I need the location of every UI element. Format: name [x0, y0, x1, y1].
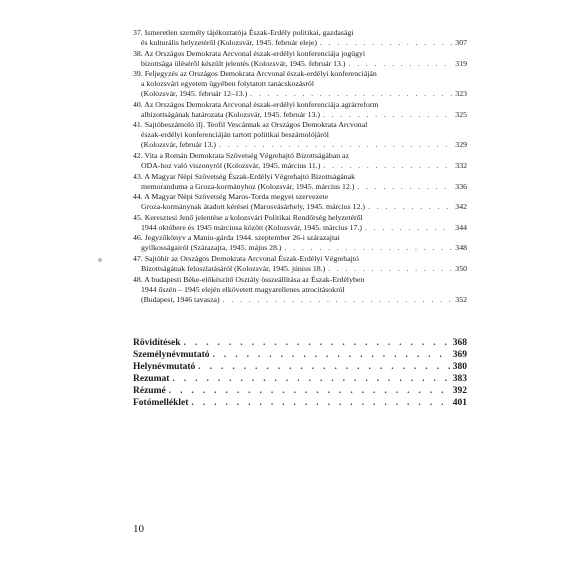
- dot-leader: [323, 110, 452, 120]
- toc-entry-text: 45. Keresztesi Jenő jelentése a kolozsvári Politikai Rendőrség helyzetéről: [133, 212, 363, 222]
- dot-leader: [198, 361, 449, 373]
- toc-entry-text: 43. A Magyar Népi Szövetség Észak-Erdélyi Végrehajtó Bizottságának: [133, 171, 356, 181]
- toc-entry-line: [133, 285, 467, 295]
- section-entry: [133, 361, 467, 373]
- toc-entry-text: bizottsága üléséről készült jelentés (Kolozsvár, 1945. február 13.): [141, 58, 346, 68]
- toc-entry-text: és kulturális helyzetéről (Kolozsvár, 1945. február eleje): [141, 38, 317, 47]
- toc-entry-text: 47. Sajtóhír az Országos Demokrata Arcvonal Észak-Erdélyi Végrehajtó: [133, 253, 359, 263]
- page-number: 10: [133, 523, 144, 535]
- dot-leader: [172, 373, 449, 385]
- toc-entry: [133, 254, 467, 274]
- toc-entry: [133, 172, 467, 192]
- dot-leader: [213, 349, 450, 361]
- toc-page-number: 350: [455, 263, 467, 273]
- dot-leader: [191, 397, 449, 409]
- toc-entry-line: [133, 120, 467, 130]
- dot-leader: [285, 243, 453, 253]
- section-entry: [133, 385, 467, 397]
- back-matter-list: [133, 337, 467, 410]
- toc-entry-line: [133, 254, 467, 264]
- section-entry: [133, 373, 467, 385]
- toc-entry-line: [133, 69, 467, 79]
- toc-entry: [133, 275, 467, 305]
- toc-entry: [133, 233, 467, 253]
- toc-page-number: 319: [455, 58, 467, 68]
- toc-entry-text: ODA-hoz való viszonyról (Kolozsvár, 1945. március 11.): [141, 160, 321, 170]
- section-page-number: 401: [452, 398, 467, 409]
- section-page-number: 392: [452, 386, 467, 397]
- toc-entry-line: [133, 49, 467, 59]
- section-label: Személynévmutató: [133, 350, 210, 361]
- toc-entry-text: albizottságának határozata (Kolozsvár, 1945. február 13.): [141, 109, 320, 119]
- toc-entry: [133, 213, 467, 233]
- toc-entry-line: [133, 172, 467, 182]
- toc-entry-line: [133, 89, 467, 99]
- section-label: Rövidítések: [133, 338, 181, 348]
- dot-leader: [323, 161, 452, 171]
- toc-entry-line: [133, 295, 467, 305]
- toc-entry: [133, 192, 467, 212]
- toc-entry-text: 39. Feljegyzés az Országos Demokrata Arcvonal észak-erdélyi konferenciáján: [133, 69, 377, 79]
- toc-entry: [133, 69, 467, 99]
- toc-page-number: 325: [455, 109, 467, 119]
- section-page-number: 383: [452, 374, 467, 385]
- toc-entry-line: [133, 38, 467, 48]
- toc-page-number: 332: [455, 160, 467, 170]
- toc-entry-line: [133, 161, 467, 171]
- toc-entry-line: [133, 264, 467, 274]
- toc-page-number: 323: [455, 89, 467, 99]
- toc-page-number: 342: [455, 202, 467, 212]
- toc-entry-line: [133, 223, 467, 233]
- toc-entry-line: [133, 202, 467, 212]
- toc-entry-text: (Budapest, 1946 tavasza): [141, 294, 220, 304]
- toc-entry-line: [133, 28, 467, 38]
- toc-entry: [133, 120, 467, 150]
- dot-leader: [184, 337, 450, 349]
- toc-page-number: 336: [455, 181, 467, 191]
- toc-entry-text: 1944 októbere és 1945 márciusa között (Kolozsvár, 1945. március 17.): [141, 222, 362, 232]
- section-label: Helynévmutató: [133, 362, 196, 373]
- dot-leader: [357, 182, 452, 192]
- toc-entry-text: 1944 őszén – 1945 elején elkövetett magyarellenes atrocitásokról: [141, 284, 345, 294]
- toc-page-number: 307: [455, 38, 467, 47]
- margin-mark: [98, 258, 102, 262]
- toc-entry-text: Bizottságának feloszlatásáról (Kolozsvár, 1945. június 18.): [141, 263, 326, 273]
- toc-entry-line: [133, 130, 467, 140]
- toc-entry-text: memoranduma a Groza-kormányhoz (Kolozsvár, 1945. március 12.): [141, 181, 355, 191]
- toc-entry-text: 41. Sajtóbeszámoló ifj. Teofil Vescánnak az Országos Demokrata Arcvonal: [133, 120, 368, 130]
- section-label: Rézumé: [133, 386, 166, 397]
- toc-entry-line: [133, 59, 467, 69]
- toc-entry-text: 40. Az Országos Demokrata Arcvonal észak-erdélyi konferenciája agrárreform: [133, 99, 379, 109]
- toc-page-number: 352: [455, 294, 467, 304]
- toc-entry-text: (Kolozsvár, 1945. február 12–13.): [141, 89, 248, 99]
- section-entry: [133, 337, 467, 349]
- section-page-number: 369: [452, 350, 467, 361]
- toc-entry: [133, 28, 467, 48]
- toc-page-number: 329: [455, 140, 467, 150]
- toc-entry-text: 37. Ismeretlen személy tájékoztatója Észak-Erdély politikai, gazdasági: [133, 28, 354, 37]
- dot-leader: [349, 59, 453, 69]
- toc-entry-line: [133, 182, 467, 192]
- toc-entry-text: 38. Az Országos Demokrata Arcvonal észak-erdélyi konferenciája jogügyi: [133, 48, 366, 58]
- toc-entry-line: [133, 140, 467, 150]
- toc-entry-line: [133, 233, 467, 243]
- toc-page-number: 344: [455, 222, 467, 232]
- toc-entry-line: [133, 151, 467, 161]
- dot-leader: [368, 202, 452, 212]
- toc-entry-line: [133, 79, 467, 89]
- section-page-number: 380: [452, 362, 467, 373]
- toc-entry-text: gyilkosságairól (Szárazajta, 1945. május 28.): [141, 243, 282, 253]
- dot-leader: [223, 295, 453, 305]
- toc-entry-text: (Kolozsvár, február 13.): [141, 140, 217, 150]
- toc-page-number: 348: [455, 243, 467, 253]
- toc-entry-text: Groza-kormánynak átadott kérései (Marosvásárhely, 1945. március 12.): [141, 202, 366, 212]
- toc-entry: [133, 151, 467, 171]
- dot-leader: [328, 264, 452, 274]
- toc-entry: [133, 100, 467, 120]
- toc-entry-line: [133, 110, 467, 120]
- section-page-number: 368: [452, 338, 467, 348]
- toc-entry-text: észak-erdélyi konferenciáján tartott politikai beszámolójáról: [141, 130, 329, 140]
- toc-entry-line: [133, 100, 467, 110]
- toc-entry: [133, 49, 467, 69]
- section-label: Fotómelléklet: [133, 398, 189, 409]
- toc-entry-text: a kolozsvári egyetem ügyében folytatott tanácskozásról: [141, 79, 314, 89]
- toc-entry-text: 46. Jegyzőkönyv a Maniu-gárda 1944. szeptember 26-i szárazajtai: [133, 233, 340, 243]
- toc-entry-line: [133, 213, 467, 223]
- dot-leader: [169, 385, 450, 397]
- dot-leader: [365, 223, 452, 233]
- toc-entry-text: 42. Vita a Román Demokrata Szövetség Végrehajtó Bizottságában az: [133, 150, 349, 160]
- dot-leader: [219, 140, 452, 150]
- toc-entry-line: [133, 243, 467, 253]
- toc-entry-text: 44. A Magyar Népi Szövetség Maros-Torda megyei szervezete: [133, 192, 329, 202]
- table-of-contents: [133, 28, 467, 305]
- section-entry: [133, 397, 467, 409]
- section-entry: [133, 349, 467, 361]
- toc-entry-line: [133, 192, 467, 202]
- toc-entry-text: 48. A budapesti Béke-előkészítő Osztály összeállítása az Észak-Erdélyben: [133, 274, 365, 284]
- section-label: Rezumat: [133, 374, 170, 385]
- toc-entry-line: [133, 275, 467, 285]
- dot-leader: [320, 38, 452, 48]
- dot-leader: [250, 89, 452, 99]
